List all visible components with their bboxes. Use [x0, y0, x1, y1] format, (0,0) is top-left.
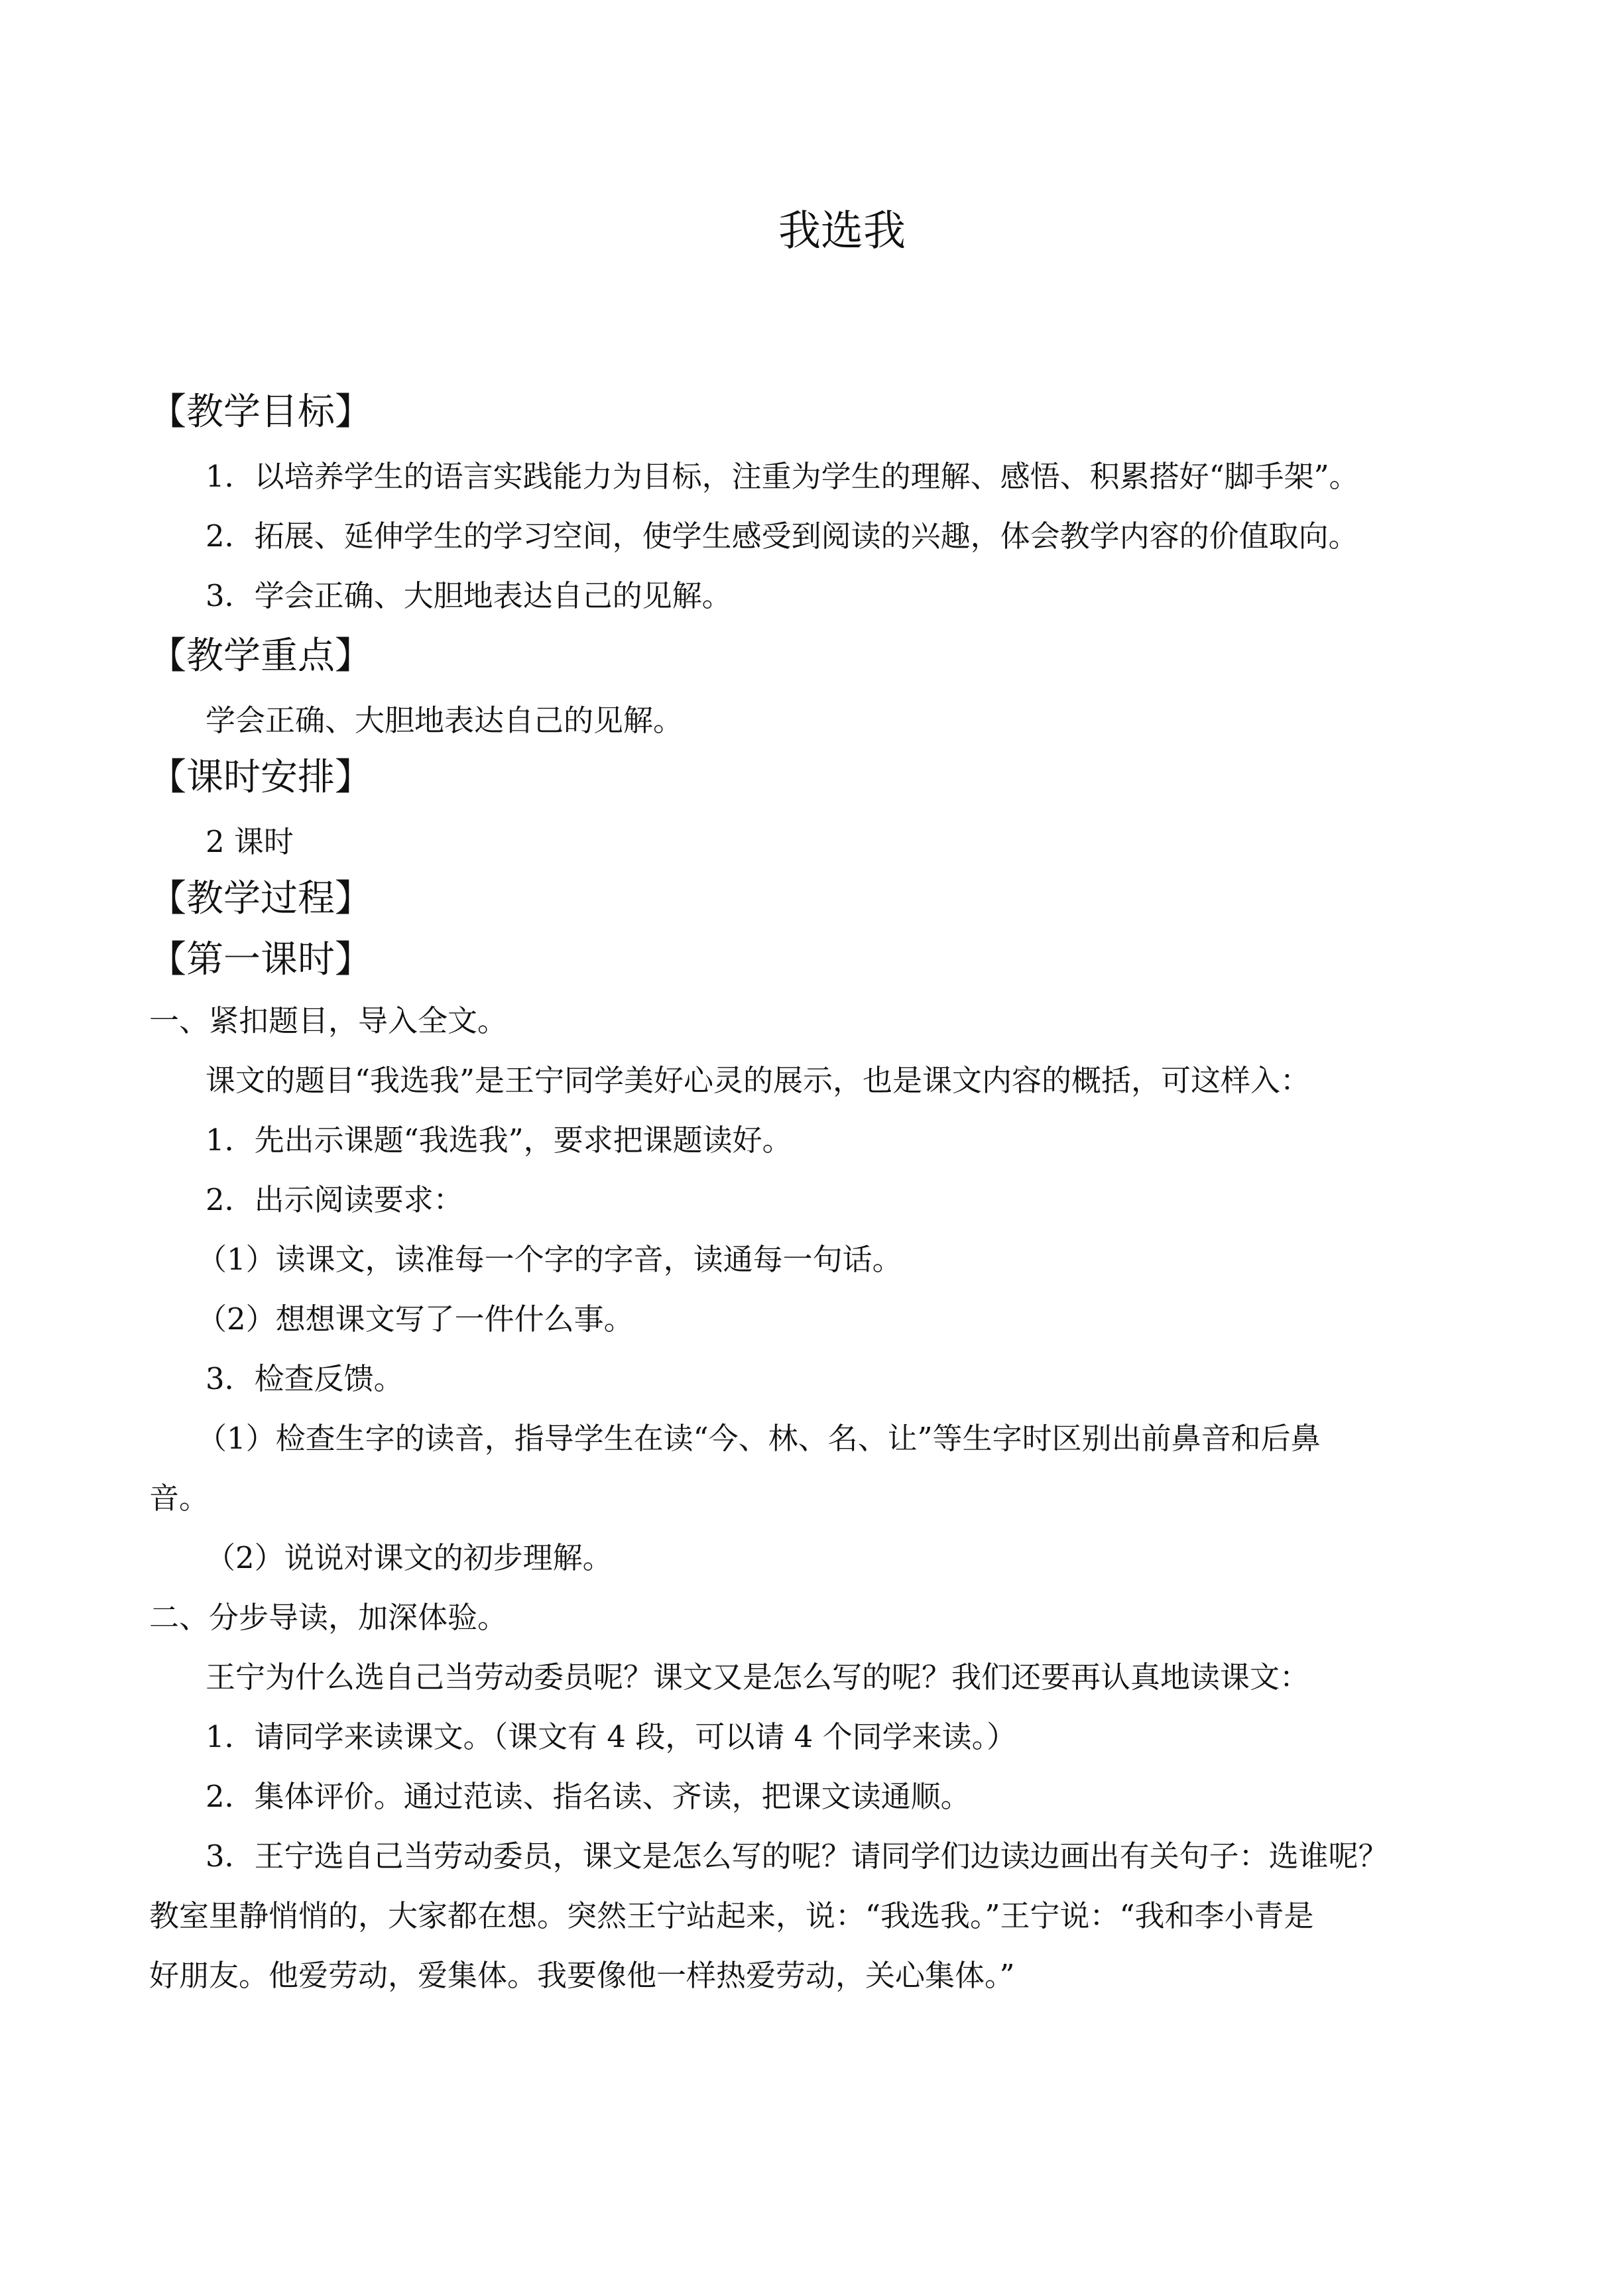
key-points-text: 学会正确、大胆地表达自己的见解。	[206, 703, 684, 738]
part1-title: 一、紧扣题目，导入全文。	[149, 1003, 508, 1038]
part1-line: （2）说说对课文的初步理解。	[206, 1540, 613, 1575]
part1-line: 3．检查反馈。	[206, 1361, 404, 1396]
schedule-text: 2 课时	[206, 824, 294, 859]
part2-line: 教室里静悄悄的，大家都在想。突然王宁站起来，说：“我选我。”王宁说：“我和李小青是	[149, 1898, 1314, 1933]
objective-item: 1．以培养学生的语言实践能力为目标，注重为学生的理解、感悟、积累搭好“脚手架”。	[206, 459, 1359, 494]
part2-line: 2．集体评价。通过范读、指名读、齐读，把课文读通顺。	[206, 1779, 971, 1814]
objective-item: 3．学会正确、大胆地表达自己的见解。	[206, 578, 732, 613]
part1-line: （1）读课文，读准每一个字的字音，读通每一句话。	[197, 1242, 902, 1277]
document-title: 我选我	[778, 207, 906, 256]
part2-title: 二、分步导读，加深体验。	[149, 1600, 508, 1635]
part1-line: 音。	[149, 1480, 210, 1516]
part2-line: 好朋友。他爱劳动，爱集体。我要像他一样热爱劳动，关心集体。”	[149, 1958, 1015, 1993]
schedule-heading: 【课时安排】	[149, 756, 372, 799]
part1-line: （2）想想课文写了一件什么事。	[197, 1301, 634, 1337]
lesson1-heading: 【第一课时】	[149, 938, 372, 981]
key-points-heading: 【教学重点】	[149, 634, 372, 678]
part1-line: （1）检查生字的读音，指导学生在读“今、林、名、让”等生字时区别出前鼻音和后鼻	[197, 1421, 1321, 1456]
process-heading: 【教学过程】	[149, 877, 372, 920]
part1-line: 2．出示阅读要求：	[206, 1182, 463, 1217]
part2-line: 3．王宁选自己当劳动委员，课文是怎么写的呢？请同学们边读边画出有关句子：选谁呢？	[206, 1839, 1388, 1874]
part2-line: 1．请同学来读课文。（课文有 4 段，可以请 4 个同学来读。）	[206, 1719, 1017, 1754]
part2-line: 王宁为什么选自己当劳动委员呢？课文又是怎么写的呢？我们还要再认真地读课文：	[206, 1660, 1310, 1695]
objective-item: 2．拓展、延伸学生的学习空间，使学生感受到阅读的兴趣，体会教学内容的价值取向。	[206, 518, 1358, 554]
part1-line: 1．先出示课题“我选我”，要求把课题读好。	[206, 1122, 792, 1158]
objectives-heading: 【教学目标】	[149, 391, 372, 434]
part1-line: 课文的题目“我选我”是王宁同学美好心灵的展示，也是课文内容的概括，可这样入：	[206, 1063, 1311, 1098]
